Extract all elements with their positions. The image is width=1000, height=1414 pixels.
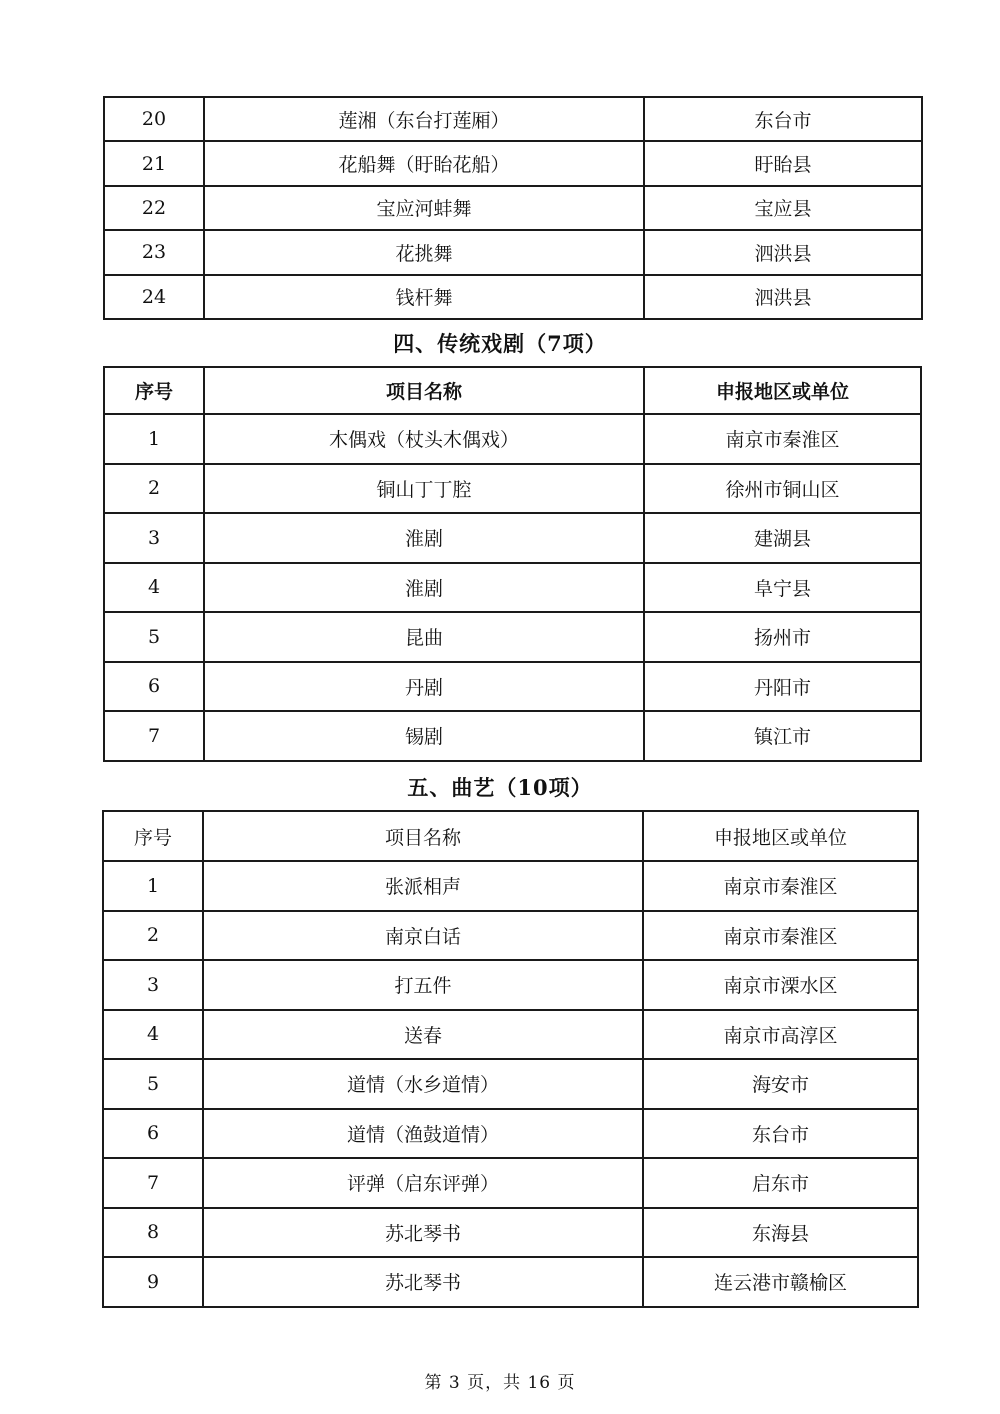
cell-region: 南京市秦淮区 (643, 911, 918, 961)
table-row (104, 662, 921, 712)
cell-no: 5 (104, 612, 204, 662)
cell-name: 送春 (203, 1010, 643, 1060)
cell-no: 8 (103, 1208, 203, 1258)
cell-no: 5 (103, 1059, 203, 1109)
cell-name: 铜山丁丁腔 (204, 464, 644, 514)
table-section3-continued (103, 96, 923, 320)
header-no: 序号 (103, 811, 203, 861)
cell-region: 南京市高淳区 (643, 1010, 918, 1060)
cell-name: 张派相声 (203, 861, 643, 911)
cell-no: 24 (104, 275, 204, 319)
cell-name: 淮剧 (204, 513, 644, 563)
table-row (104, 414, 921, 464)
cell-no: 2 (103, 911, 203, 961)
table-row (104, 711, 921, 761)
cell-name: 木偶戏（杖头木偶戏） (204, 414, 644, 464)
table-section4 (103, 366, 922, 762)
cell-region: 东台市 (643, 1109, 918, 1159)
table-row (103, 1257, 918, 1307)
table-row (103, 1109, 918, 1159)
cell-no: 3 (104, 513, 204, 563)
cell-name: 打五件 (203, 960, 643, 1010)
header-name: 项目名称 (203, 811, 643, 861)
cell-region: 徐州市铜山区 (644, 464, 921, 514)
cell-region: 阜宁县 (644, 563, 921, 613)
cell-region: 东台市 (644, 97, 922, 141)
cell-name: 评弹（启东评弹） (203, 1158, 643, 1208)
table-row (103, 1208, 918, 1258)
cell-no: 1 (103, 861, 203, 911)
cell-no: 6 (104, 662, 204, 712)
cell-region: 扬州市 (644, 612, 921, 662)
cell-region: 盱眙县 (644, 141, 922, 185)
cell-region: 建湖县 (644, 513, 921, 563)
table-row (103, 960, 918, 1010)
cell-name: 道情（水乡道情） (203, 1059, 643, 1109)
cell-no: 21 (104, 141, 204, 185)
table-row (103, 1010, 918, 1060)
cell-region: 南京市溧水区 (643, 960, 918, 1010)
cell-no: 6 (103, 1109, 203, 1159)
cell-region: 宝应县 (644, 186, 922, 230)
cell-region: 南京市秦淮区 (644, 414, 921, 464)
cell-no: 3 (103, 960, 203, 1010)
table-row (103, 1059, 918, 1109)
cell-name: 花挑舞 (204, 230, 644, 274)
table-row (103, 861, 918, 911)
cell-name: 花船舞（盱眙花船） (204, 141, 644, 185)
cell-name: 莲湘（东台打莲厢） (204, 97, 644, 141)
cell-name: 锡剧 (204, 711, 644, 761)
table-row (103, 1158, 918, 1208)
table-row (104, 275, 922, 319)
cell-name: 昆曲 (204, 612, 644, 662)
header-region: 申报地区或单位 (643, 811, 918, 861)
table-row (104, 464, 921, 514)
table-section5 (102, 810, 919, 1308)
cell-no: 7 (103, 1158, 203, 1208)
cell-name: 宝应河蚌舞 (204, 186, 644, 230)
table-row (104, 141, 922, 185)
header-name: 项目名称 (204, 367, 644, 414)
section5-title: 五、曲艺（10项） (407, 775, 593, 800)
cell-region: 泗洪县 (644, 275, 922, 319)
cell-name: 苏北琴书 (203, 1257, 643, 1307)
cell-no: 4 (103, 1010, 203, 1060)
cell-region: 连云港市赣榆区 (643, 1257, 918, 1307)
cell-no: 20 (104, 97, 204, 141)
cell-region: 海安市 (643, 1059, 918, 1109)
cell-no: 1 (104, 414, 204, 464)
table-header-row (104, 367, 921, 414)
table-row (104, 563, 921, 613)
cell-name: 丹剧 (204, 662, 644, 712)
section4-title: 四、传统戏剧（7项） (393, 331, 607, 356)
table-row (103, 911, 918, 961)
header-region: 申报地区或单位 (644, 367, 921, 414)
table-row (104, 513, 921, 563)
cell-no: 9 (103, 1257, 203, 1307)
cell-no: 2 (104, 464, 204, 514)
cell-region: 东海县 (643, 1208, 918, 1258)
cell-no: 4 (104, 563, 204, 613)
page-footer: 第 3 页，共 16 页 (424, 1373, 576, 1393)
cell-region: 泗洪县 (644, 230, 922, 274)
table-row (104, 230, 922, 274)
cell-region: 镇江市 (644, 711, 921, 761)
cell-name: 南京白话 (203, 911, 643, 961)
cell-region: 启东市 (643, 1158, 918, 1208)
cell-region: 丹阳市 (644, 662, 921, 712)
table-row (104, 612, 921, 662)
cell-no: 23 (104, 230, 204, 274)
header-no: 序号 (104, 367, 204, 414)
cell-region: 南京市秦淮区 (643, 861, 918, 911)
cell-name: 苏北琴书 (203, 1208, 643, 1258)
cell-name: 道情（渔鼓道情） (203, 1109, 643, 1159)
table-row (104, 97, 922, 141)
cell-no: 22 (104, 186, 204, 230)
cell-name: 钱杆舞 (204, 275, 644, 319)
cell-name: 淮剧 (204, 563, 644, 613)
cell-no: 7 (104, 711, 204, 761)
table-header-row (103, 811, 918, 861)
table-row (104, 186, 922, 230)
